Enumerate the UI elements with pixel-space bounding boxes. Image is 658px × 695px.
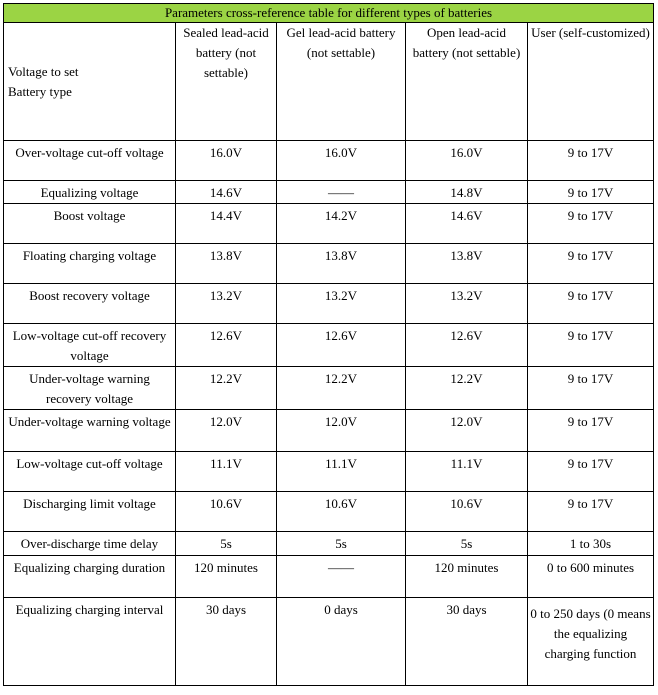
parameter-name: Low-voltage cut-off recovery voltage xyxy=(4,324,176,367)
parameter-value: 13.8V xyxy=(406,244,528,284)
parameter-value: 0 days xyxy=(277,598,406,686)
table-title: Parameters cross-reference table for different types of batteries xyxy=(4,4,654,23)
parameter-value: 12.0V xyxy=(406,410,528,452)
table-row xyxy=(4,181,654,204)
table-row xyxy=(4,324,654,367)
parameter-value: 12.2V xyxy=(176,367,277,410)
parameter-value: 13.2V xyxy=(277,284,406,324)
parameter-value: 13.8V xyxy=(176,244,277,284)
column-header-gel: Gel lead-acid battery (not settable) xyxy=(277,23,406,141)
parameter-name: Over-discharge time delay xyxy=(4,532,176,556)
column-header-open: Open lead-acid battery (not settable) xyxy=(406,23,528,141)
parameter-value: 30 days xyxy=(406,598,528,686)
parameter-name: Equalizing charging interval xyxy=(4,598,176,686)
parameter-value: 14.4V xyxy=(176,204,277,244)
parameter-name: Under-voltage warning recovery voltage xyxy=(4,367,176,410)
corner-header xyxy=(4,23,176,141)
parameter-value: 14.6V xyxy=(406,204,528,244)
corner-label-voltage: Voltage to set xyxy=(8,63,79,79)
parameter-value: 9 to 17V xyxy=(528,367,654,410)
parameter-value: 9 to 17V xyxy=(528,452,654,492)
table-row xyxy=(4,284,654,324)
table-row xyxy=(4,598,654,686)
parameter-value: —— xyxy=(277,181,406,204)
parameter-value: 9 to 17V xyxy=(528,324,654,367)
parameter-value: 12.6V xyxy=(176,324,277,367)
table-row xyxy=(4,556,654,598)
table-row xyxy=(4,452,654,492)
parameter-name: Equalizing voltage xyxy=(4,181,176,204)
parameter-value: 16.0V xyxy=(176,141,277,181)
parameter-value: 9 to 17V xyxy=(528,492,654,532)
parameter-value: 9 to 17V xyxy=(528,141,654,181)
parameter-value: 10.6V xyxy=(277,492,406,532)
parameter-value: 120 minutes xyxy=(406,556,528,598)
parameter-value: 12.2V xyxy=(277,367,406,410)
parameter-value: 9 to 17V xyxy=(528,284,654,324)
table-row xyxy=(4,367,654,410)
parameter-name: Boost voltage xyxy=(4,204,176,244)
parameter-name: Under-voltage warning voltage xyxy=(4,410,176,452)
table-row xyxy=(4,410,654,452)
parameter-value: 14.2V xyxy=(277,204,406,244)
table-row xyxy=(4,532,654,556)
parameter-value: 12.0V xyxy=(176,410,277,452)
column-header-sealed: Sealed lead-acid battery (not settable) xyxy=(176,23,277,141)
parameter-value: 11.1V xyxy=(406,452,528,492)
parameter-value: 16.0V xyxy=(277,141,406,181)
parameter-value: 14.6V xyxy=(176,181,277,204)
parameter-value: 0 to 250 days (0 means the equalizing charging function xyxy=(528,598,654,686)
parameter-value: 10.6V xyxy=(406,492,528,532)
column-header-user: User (self-customized) xyxy=(528,23,654,141)
parameter-value: 13.2V xyxy=(406,284,528,324)
table-row xyxy=(4,492,654,532)
parameter-value: 5s xyxy=(406,532,528,556)
parameter-name: Boost recovery voltage xyxy=(4,284,176,324)
table-row xyxy=(4,141,654,181)
parameter-value: 11.1V xyxy=(176,452,277,492)
parameter-value: 120 minutes xyxy=(176,556,277,598)
parameter-value: 9 to 17V xyxy=(528,181,654,204)
parameter-value: 12.6V xyxy=(406,324,528,367)
parameter-value: —— xyxy=(277,556,406,598)
parameter-name: Discharging limit voltage xyxy=(4,492,176,532)
parameter-value: 5s xyxy=(277,532,406,556)
parameter-name: Over-voltage cut-off voltage xyxy=(4,141,176,181)
parameter-name: Low-voltage cut-off voltage xyxy=(4,452,176,492)
parameter-value: 12.6V xyxy=(277,324,406,367)
parameter-value: 30 days xyxy=(176,598,277,686)
table-row xyxy=(4,244,654,284)
parameter-value: 12.0V xyxy=(277,410,406,452)
parameter-value: 14.8V xyxy=(406,181,528,204)
corner-label-battery-type: Battery type xyxy=(8,83,72,99)
parameter-name: Equalizing charging duration xyxy=(4,556,176,598)
parameter-value: 9 to 17V xyxy=(528,410,654,452)
parameter-value: 16.0V xyxy=(406,141,528,181)
parameter-value: 9 to 17V xyxy=(528,244,654,284)
parameter-name: Floating charging voltage xyxy=(4,244,176,284)
parameter-value: 9 to 17V xyxy=(528,204,654,244)
parameter-value: 11.1V xyxy=(277,452,406,492)
parameter-value: 12.2V xyxy=(406,367,528,410)
parameter-value: 0 to 600 minutes xyxy=(528,556,654,598)
parameter-value: 1 to 30s xyxy=(528,532,654,556)
parameter-value: 13.2V xyxy=(176,284,277,324)
table-row xyxy=(4,204,654,244)
parameter-value: 10.6V xyxy=(176,492,277,532)
battery-parameters-table xyxy=(3,3,654,686)
parameter-value: 5s xyxy=(176,532,277,556)
parameter-value: 13.8V xyxy=(277,244,406,284)
